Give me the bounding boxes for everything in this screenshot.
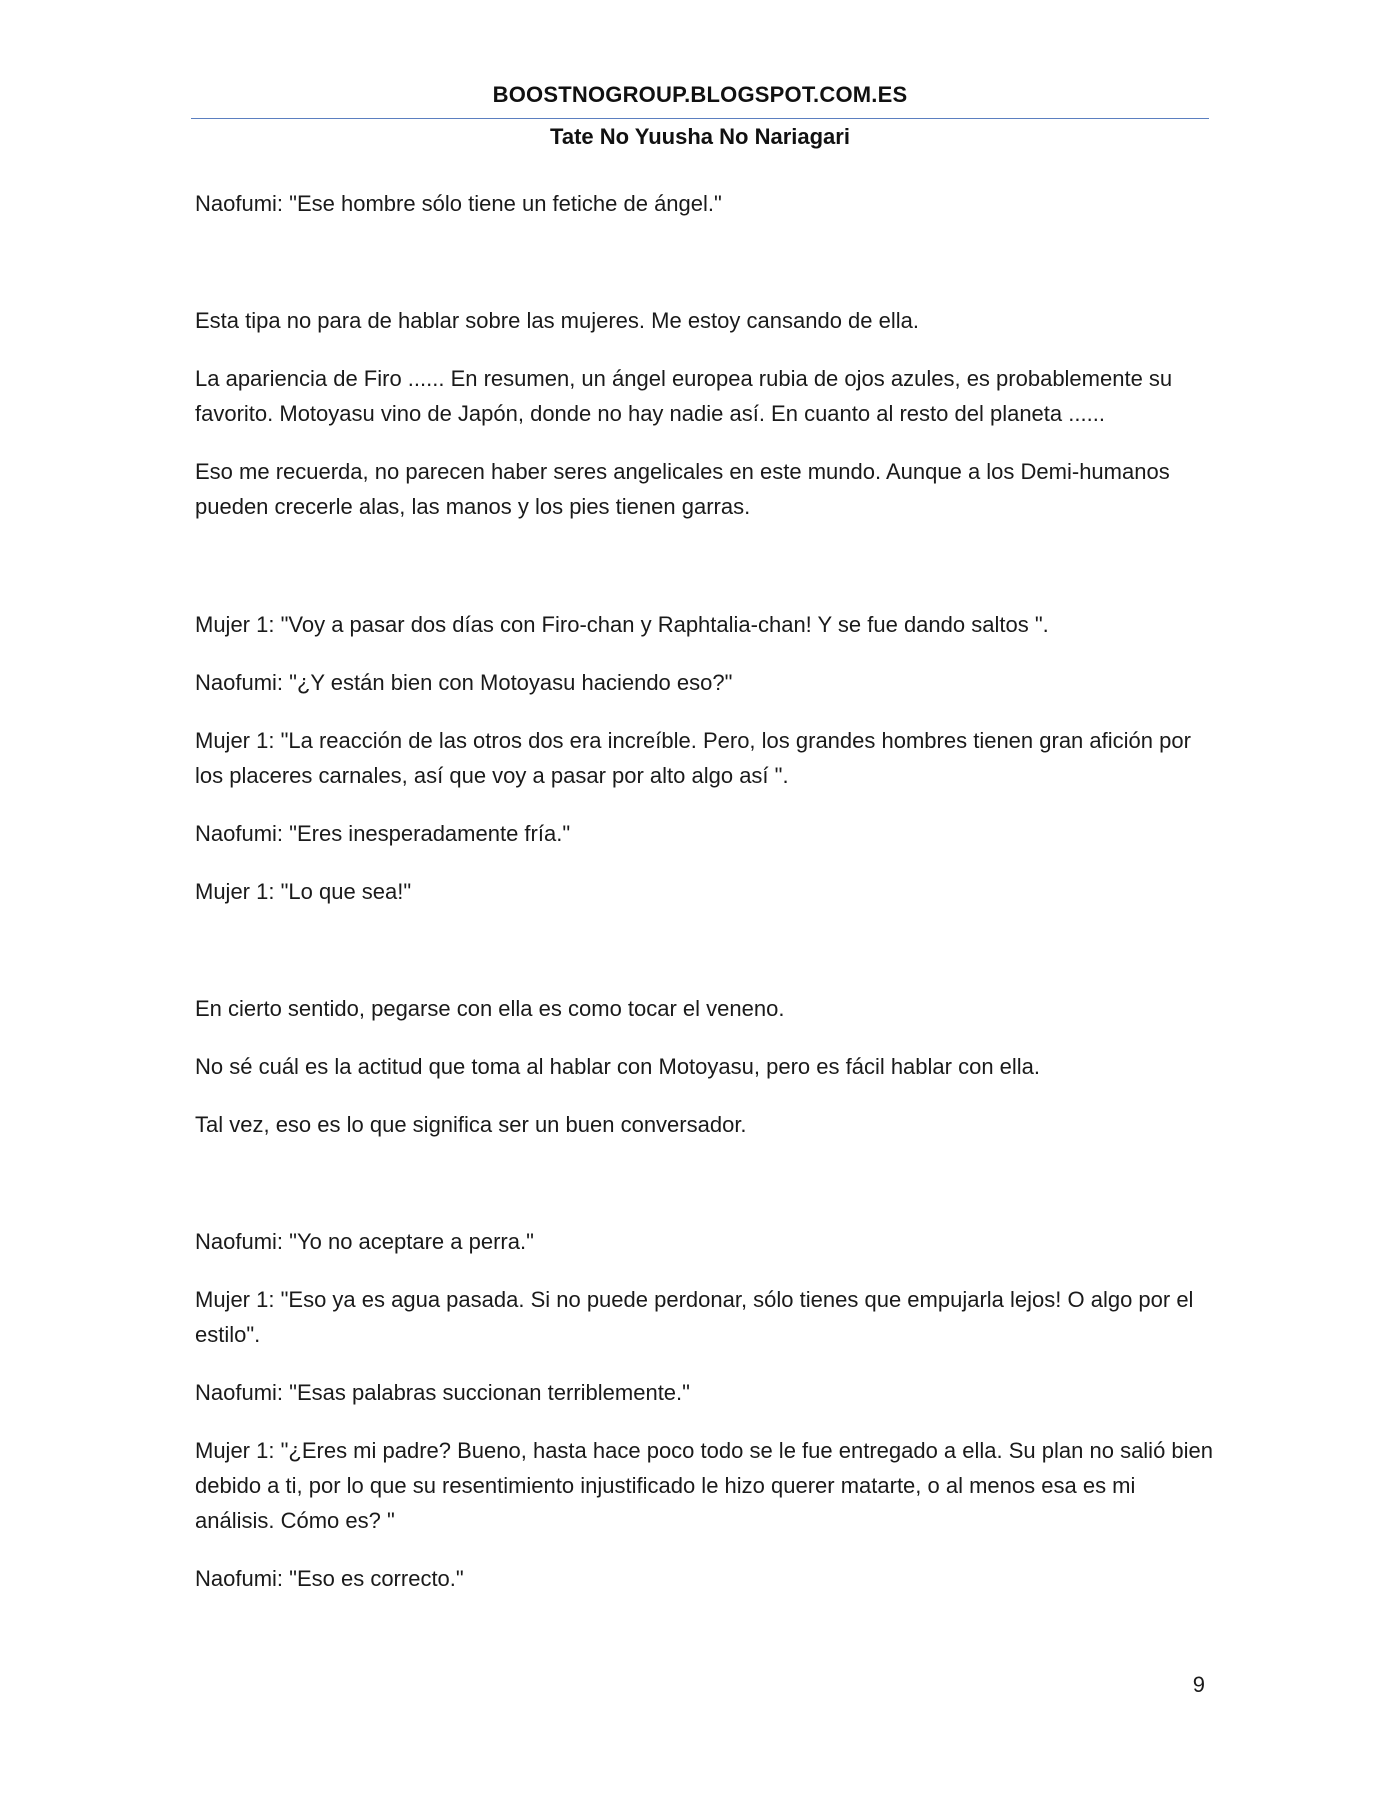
paragraph: No sé cuál es la actitud que toma al hablar con Motoyasu, pero es fácil hablar con ella. [195,1054,1041,1079]
paragraph: Mujer 1: "Lo que sea!" [195,879,412,904]
header-divider [191,118,1209,119]
paragraph: Mujer 1: "La reacción de las otros dos era increíble. Pero, los grandes hombres tienen gran afición por los placeres carnales, así que voy a pasar por alto algo así ". [195,728,1191,788]
paragraph: Naofumi: "Eso es correcto." [195,1566,464,1591]
paragraph: Mujer 1: "¿Eres mi padre? Bueno, hasta hace poco todo se le fue entregado a ella. Su plan no salió bien debido a ti, por lo que su resentimiento injustificado le hizo querer matarte, o al menos esa es mi análisis. Cómo es? " [195,1438,1214,1533]
page-number: 9 [1192,1672,1205,1697]
paragraph: En cierto sentido, pegarse con ella es como tocar el veneno. [195,996,785,1021]
paragraph: La apariencia de Firo ...... En resumen, un ángel europea rubia de ojos azules, es probablemente su favorito. Motoyasu vino de Japón, donde no hay nadie así. En cuanto al resto del planeta ...... [195,366,1173,426]
paragraph: Naofumi: "Yo no aceptare a perra." [195,1229,534,1254]
paragraph: Mujer 1: "Voy a pasar dos días con Firo-chan y Raphtalia-chan! Y se fue dando saltos ". [195,612,1049,637]
paragraph: Naofumi: "¿Y están bien con Motoyasu haciendo eso?" [195,670,733,695]
header-book-title: Tate No Yuusha No Nariagari [550,124,850,149]
paragraph: Naofumi: "Eres inesperadamente fría." [195,821,571,846]
paragraph: Eso me recuerda, no parecen haber seres angelicales en este mundo. Aunque a los Demi-humanos pueden crecerle alas, las manos y los pies tienen garras. [195,459,1170,519]
paragraph: Naofumi: "Esas palabras succionan terriblemente." [195,1380,690,1405]
header-site-name: BOOSTNOGROUP.BLOGSPOT.COM.ES [492,82,908,107]
paragraph: Naofumi: "Ese hombre sólo tiene un fetiche de ángel." [195,191,722,216]
paragraph: Tal vez, eso es lo que significa ser un buen conversador. [195,1112,747,1137]
paragraph: Esta tipa no para de hablar sobre las mujeres. Me estoy cansando de ella. [195,308,919,333]
paragraph: Mujer 1: "Eso ya es agua pasada. Si no puede perdonar, sólo tienes que empujarla lejos! O algo por el estilo". [195,1287,1194,1347]
